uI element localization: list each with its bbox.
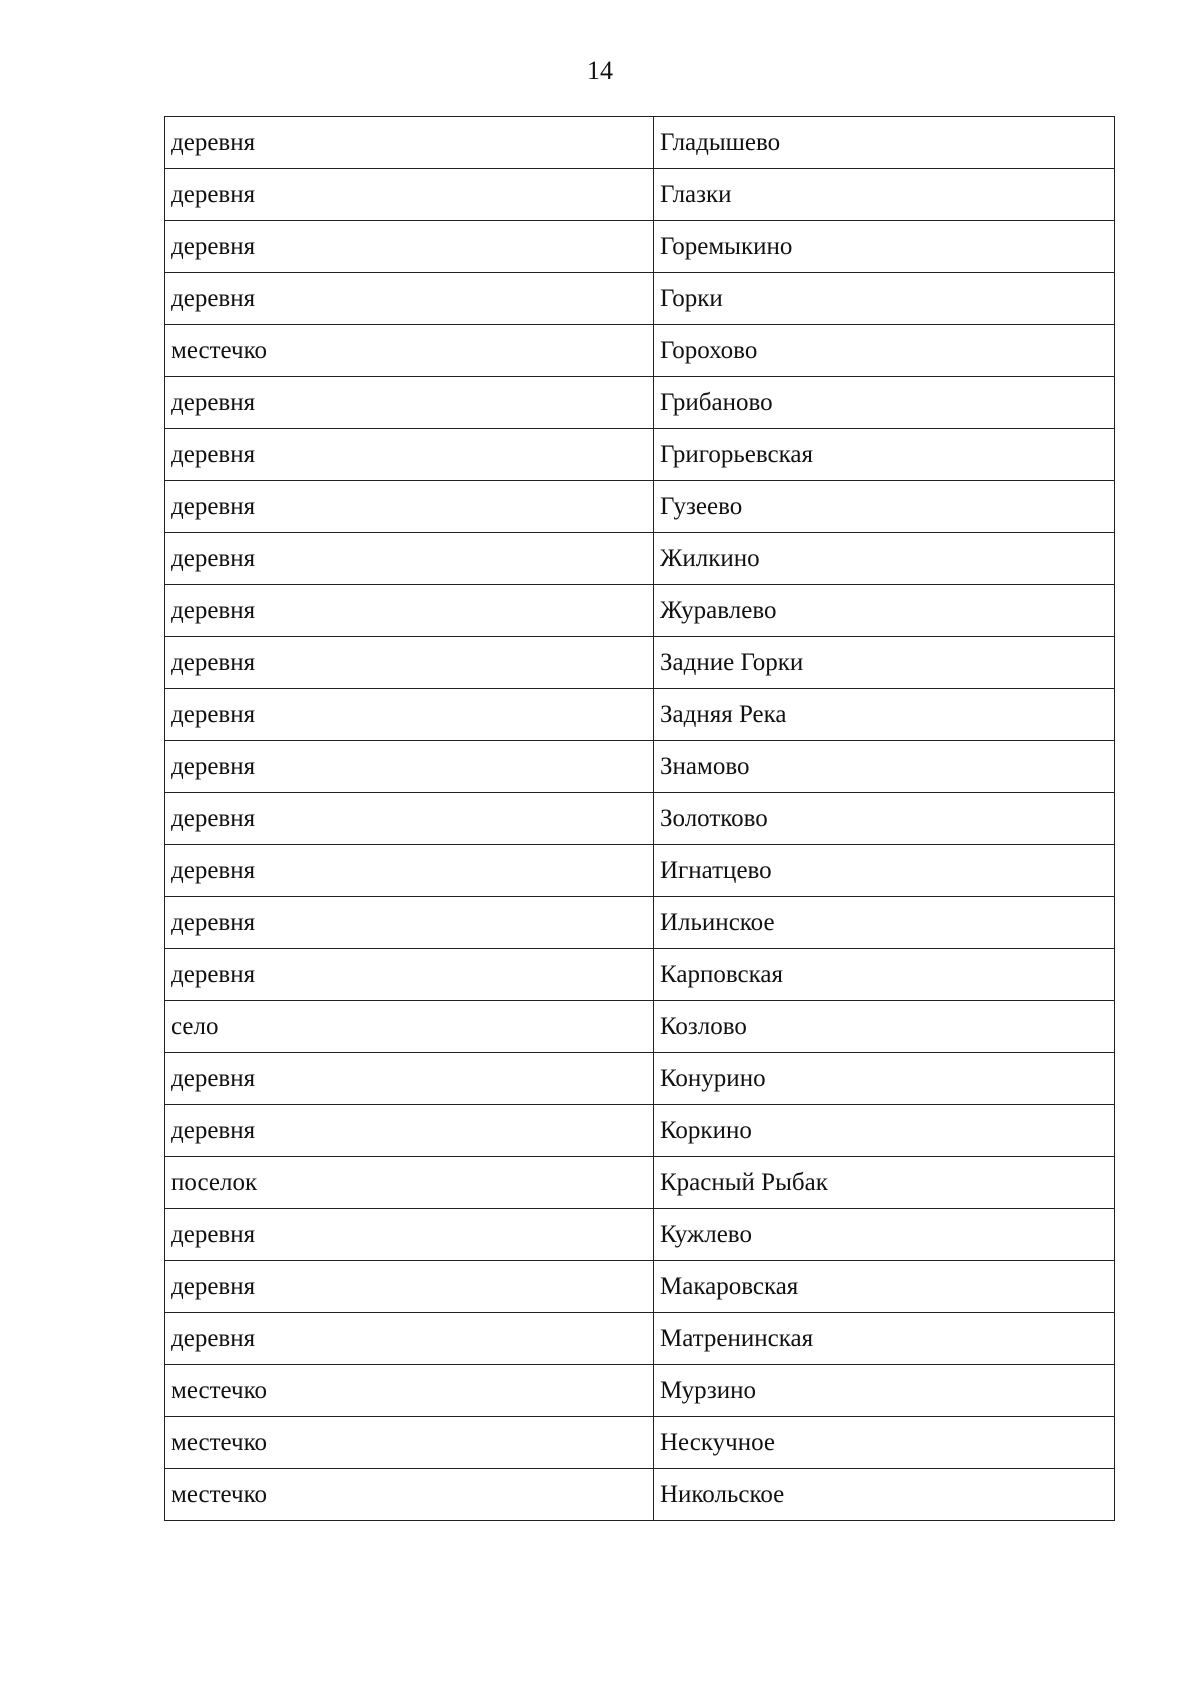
table-row: [165, 221, 1115, 273]
settlement-type-cell: деревня: [165, 1261, 654, 1313]
settlement-type-cell: местечко: [165, 1365, 654, 1417]
settlement-type-cell: деревня: [165, 741, 654, 793]
settlement-type-cell: деревня: [165, 481, 654, 533]
table-row: [165, 1053, 1115, 1105]
settlement-name-cell: Горохово: [654, 325, 1115, 377]
table-row: [165, 377, 1115, 429]
page-number: 14: [587, 56, 613, 85]
settlement-name-cell: Золотково: [654, 793, 1115, 845]
settlement-name-cell: Григорьевская: [654, 429, 1115, 481]
table-row: [165, 741, 1115, 793]
settlement-type-cell: деревня: [165, 1053, 654, 1105]
settlement-name-cell: Ильинское: [654, 897, 1115, 949]
settlement-name-cell: Горемыкино: [654, 221, 1115, 273]
settlement-name-cell: Грибаново: [654, 377, 1115, 429]
settlement-type-cell: деревня: [165, 845, 654, 897]
table-row: [165, 1313, 1115, 1365]
settlement-type-cell: местечко: [165, 325, 654, 377]
settlement-type-cell: деревня: [165, 897, 654, 949]
settlement-name-cell: Глазки: [654, 169, 1115, 221]
settlements-table: [164, 116, 1115, 1521]
table-row: [165, 845, 1115, 897]
settlements-table-body: [165, 117, 1115, 1521]
table-row: [165, 1417, 1115, 1469]
settlement-name-cell: Козлово: [654, 1001, 1115, 1053]
table-row: [165, 1365, 1115, 1417]
settlement-name-cell: Жилкино: [654, 533, 1115, 585]
table-row: [165, 117, 1115, 169]
table-row: [165, 1261, 1115, 1313]
table-row: [165, 689, 1115, 741]
settlement-type-cell: деревня: [165, 637, 654, 689]
settlement-name-cell: Гузеево: [654, 481, 1115, 533]
settlement-name-cell: Кужлево: [654, 1209, 1115, 1261]
table-row: [165, 585, 1115, 637]
settlement-type-cell: поселок: [165, 1157, 654, 1209]
table-row: [165, 637, 1115, 689]
table-row: [165, 533, 1115, 585]
settlement-name-cell: Красный Рыбак: [654, 1157, 1115, 1209]
settlement-name-cell: Никольское: [654, 1469, 1115, 1521]
settlement-type-cell: деревня: [165, 533, 654, 585]
settlement-name-cell: Задняя Река: [654, 689, 1115, 741]
settlement-type-cell: деревня: [165, 169, 654, 221]
table-row: [165, 1001, 1115, 1053]
settlement-type-cell: деревня: [165, 793, 654, 845]
settlement-name-cell: Макаровская: [654, 1261, 1115, 1313]
settlement-name-cell: Гладышево: [654, 117, 1115, 169]
table-row: [165, 793, 1115, 845]
settlement-type-cell: местечко: [165, 1417, 654, 1469]
settlement-type-cell: местечко: [165, 1469, 654, 1521]
settlement-type-cell: деревня: [165, 949, 654, 1001]
settlement-type-cell: деревня: [165, 585, 654, 637]
settlement-name-cell: Конурино: [654, 1053, 1115, 1105]
table-row: [165, 1157, 1115, 1209]
settlement-type-cell: деревня: [165, 429, 654, 481]
settlement-name-cell: Коркино: [654, 1105, 1115, 1157]
settlement-name-cell: Знамово: [654, 741, 1115, 793]
settlement-name-cell: Журавлево: [654, 585, 1115, 637]
settlement-type-cell: деревня: [165, 689, 654, 741]
settlement-type-cell: село: [165, 1001, 654, 1053]
settlement-type-cell: деревня: [165, 273, 654, 325]
table-row: [165, 1469, 1115, 1521]
table-row: [165, 897, 1115, 949]
settlement-type-cell: деревня: [165, 221, 654, 273]
settlement-name-cell: Мурзино: [654, 1365, 1115, 1417]
table-row: [165, 1105, 1115, 1157]
table-row: [165, 325, 1115, 377]
settlement-name-cell: Горки: [654, 273, 1115, 325]
table-row: [165, 1209, 1115, 1261]
settlement-type-cell: деревня: [165, 1209, 654, 1261]
settlement-type-cell: деревня: [165, 1105, 654, 1157]
table-row: [165, 169, 1115, 221]
settlement-name-cell: Карповская: [654, 949, 1115, 1001]
table-row: [165, 949, 1115, 1001]
settlement-name-cell: Матренинская: [654, 1313, 1115, 1365]
settlement-name-cell: Задние Горки: [654, 637, 1115, 689]
settlement-name-cell: Нескучное: [654, 1417, 1115, 1469]
settlement-name-cell: Игнатцево: [654, 845, 1115, 897]
table-row: [165, 429, 1115, 481]
settlement-type-cell: деревня: [165, 377, 654, 429]
table-row: [165, 273, 1115, 325]
table-row: [165, 481, 1115, 533]
settlement-type-cell: деревня: [165, 1313, 654, 1365]
settlement-type-cell: деревня: [165, 117, 654, 169]
